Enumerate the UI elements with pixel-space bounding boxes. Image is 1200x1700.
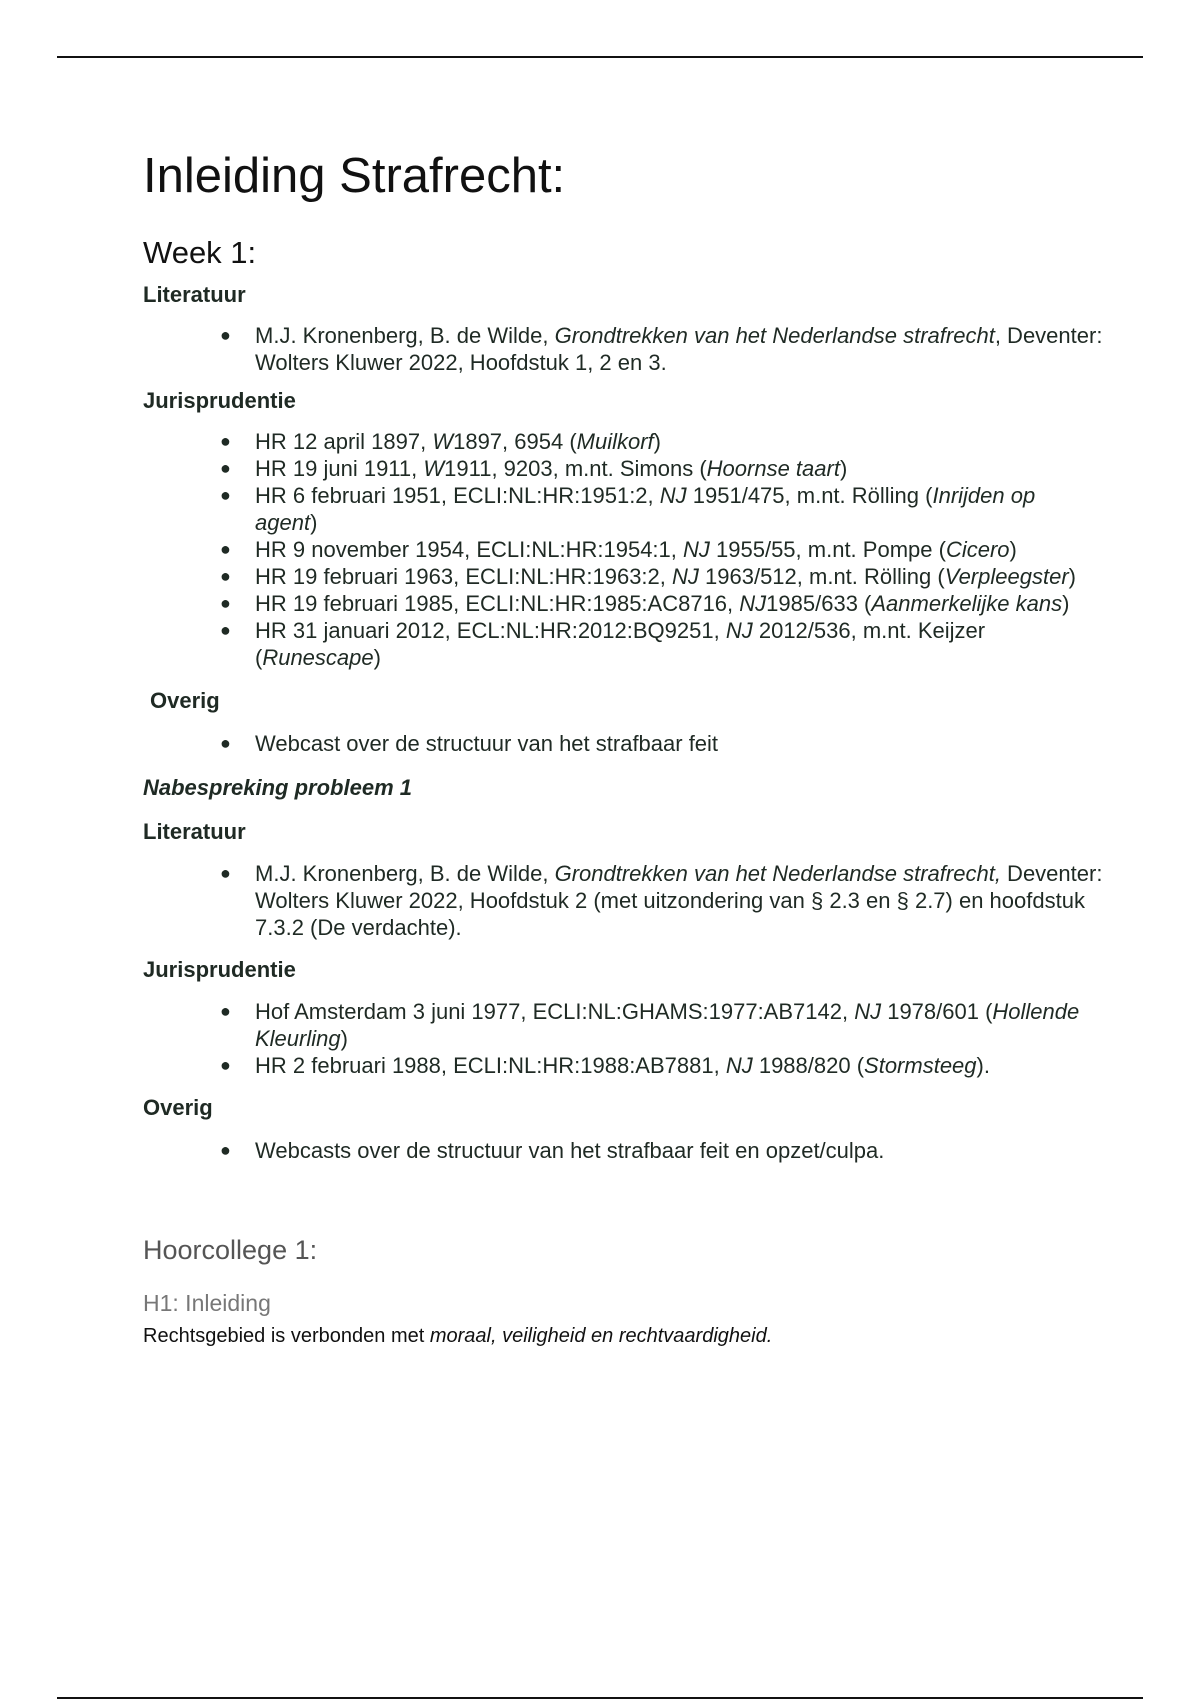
list-item: ● HR 2 februari 1988, ECLI:NL:HR:1988:AB7881, NJ 1988/820 (Stormsteeg). [220, 1053, 990, 1078]
jurisprudentie-label-2: Jurisprudentie [143, 957, 296, 982]
list-item: ● Webcasts over de structuur van het strafbaar feit en opzet/culpa. [220, 1138, 885, 1163]
list-item: ● HR 6 februari 1951, ECLI:NL:HR:1951:2, NJ 1951/475, m.nt. Rölling (Inrijden op agent) [220, 483, 1036, 535]
jurisprudentie-list [143, 428, 1103, 671]
document-page [143, 142, 1103, 1350]
bullet-icon: ● [220, 458, 231, 478]
list-item: ● M.J. Kronenberg, B. de Wilde, Grondtrekken van het Nederlandse strafrecht, Deventer: Wolters Kluwer 2022, Hoofdstuk 2 (met uitzondering van § 2.3 en § 2.7) en hoofdstuk 7.3.2 (De verdachte). [220, 861, 1103, 940]
list-item: ● HR 9 november 1954, ECLI:NL:HR:1954:1, NJ 1955/55, m.nt. Pompe (Cicero) [220, 537, 1017, 562]
jurisprudentie-label: Jurisprudentie [143, 388, 296, 413]
list-item: ● HR 12 april 1897, W1897, 6954 (Muilkorf) [220, 429, 661, 454]
overig-list [143, 730, 1103, 757]
bullet-icon: ● [220, 539, 231, 559]
bullet-icon: ● [220, 863, 231, 883]
list-item: ● HR 19 februari 1985, ECLI:NL:HR:1985:AC8716, NJ1985/633 (Aanmerkelijke kans) [220, 591, 1070, 616]
literatuur-list [143, 322, 1103, 376]
hoorcollege-heading: Hoorcollege 1: [143, 1235, 318, 1265]
jurisprudentie-list-2 [143, 998, 1103, 1079]
body-paragraph: Rechtsgebied is verbonden met moraal, veiligheid en rechtvaardigheid. [143, 1325, 773, 1347]
list-item: ● HR 19 juni 1911, W1911, 9203, m.nt. Simons (Hoornse taart) [220, 456, 848, 481]
bullet-icon: ● [220, 485, 231, 505]
bullet-icon: ● [220, 1140, 231, 1160]
bullet-icon: ● [220, 1055, 231, 1075]
list-item: ● Webcast over de structuur van het strafbaar feit [220, 731, 719, 756]
bullet-icon: ● [220, 593, 231, 613]
list-item: ● Hof Amsterdam 3 juni 1977, ECLI:NL:GHAMS:1977:AB7142, NJ 1978/601 (Hollende Kleurling) [220, 999, 1080, 1051]
bottom-rule [57, 1697, 1143, 1699]
literatuur-list-2 [143, 860, 1103, 941]
bullet-icon: ● [220, 325, 231, 345]
overig-label: Overig [150, 688, 220, 713]
bullet-icon: ● [220, 620, 231, 640]
week-heading: Week 1: [143, 235, 257, 270]
overig-list-2 [143, 1137, 1103, 1164]
chapter-subheading: H1: Inleiding [143, 1290, 271, 1316]
document-title: Inleiding Strafrecht: [143, 149, 566, 203]
overig-label-2: Overig [143, 1095, 213, 1120]
bullet-icon: ● [220, 566, 231, 586]
bullet-icon: ● [220, 431, 231, 451]
nabespreking-heading: Nabespreking probleem 1 [143, 775, 412, 800]
literatuur-label-2: Literatuur [143, 819, 246, 844]
bullet-icon: ● [220, 1001, 231, 1021]
top-rule [57, 56, 1143, 58]
list-item: ● HR 31 januari 2012, ECL:NL:HR:2012:BQ9251, NJ 2012/536, m.nt. Keijzer (Runescape) [220, 618, 986, 670]
literatuur-label: Literatuur [143, 282, 246, 307]
list-item: ● M.J. Kronenberg, B. de Wilde, Grondtrekken van het Nederlandse strafrecht, Deventer: Wolters Kluwer 2022, Hoofdstuk 1, 2 en 3. [220, 323, 1103, 375]
bullet-icon: ● [220, 733, 231, 753]
list-item: ● HR 19 februari 1963, ECLI:NL:HR:1963:2, NJ 1963/512, m.nt. Rölling (Verpleegster) [220, 564, 1076, 589]
